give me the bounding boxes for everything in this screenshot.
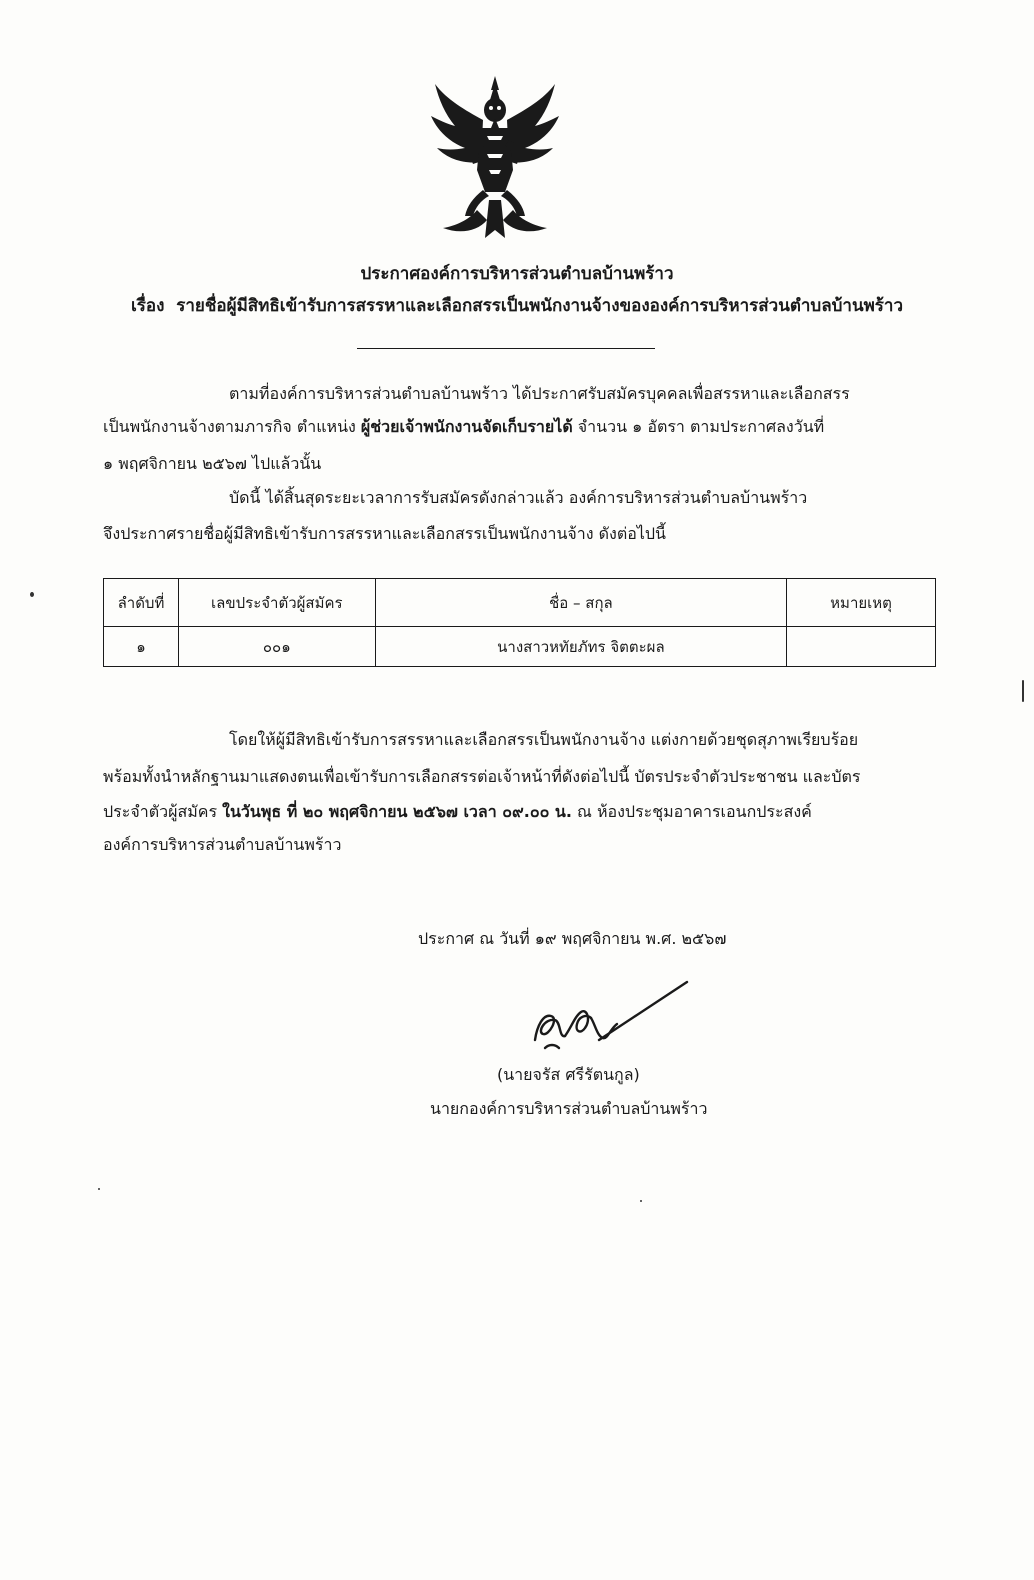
subject-text: รายชื่อผู้มีสิทธิเข้ารับการสรรหาและเลือกสรรเป็นพนักงานจ้างขององค์การบริหารส่วนตำบลบ้านพร้าว [176, 296, 904, 316]
table-row [104, 627, 936, 667]
instructions-line-3-start: ประจำตัวผู้สมัคร [103, 802, 223, 821]
scan-speck [98, 1188, 100, 1190]
intro-line-5: จึงประกาศรายชื่อผู้มีสิทธิเข้ารับการสรรหาและเลือกสรรเป็นพนักงานจ้าง ดังต่อไปนี้ [103, 524, 666, 543]
intro-line-1: ตามที่องค์การบริหารส่วนตำบลบ้านพร้าว ได้ประกาศรับสมัครบุคคลเพื่อสรรหาและเลือกสรร [229, 384, 850, 403]
candidates-table [103, 578, 936, 667]
job-position: ผู้ช่วยเจ้าพนักงานจัดเก็บรายได้ [360, 417, 573, 436]
announcement-date: ประกาศ ณ วันที่ ๑๙ พฤศจิกายน พ.ศ. ๒๕๖๗ [418, 929, 727, 948]
garuda-emblem-icon [425, 70, 565, 242]
announcement-subject [0, 292, 1034, 319]
instructions-line-1: โดยให้ผู้มีสิทธิเข้ารับการสรรหาและเลือกสรรเป็นพนักงานจ้าง แต่งกายด้วยชุดสุภาพเรียบร้อย [229, 730, 859, 749]
cell-remark [787, 627, 936, 667]
signatory-title: นายกองค์การบริหารส่วนตำบลบ้านพร้าว [430, 1099, 708, 1118]
intro-line-2-start: เป็นพนักงานจ้างตามภารกิจ ตำแหน่ง [103, 417, 361, 436]
subject-label: เรื่อง [130, 296, 165, 316]
column-header-applicant-id: เลขประจำตัวผู้สมัคร [178, 579, 375, 627]
signatory-name: (นายจรัส ศรีรัตนกูล) [497, 1065, 640, 1084]
exam-schedule: ในวันพุธ ที่ ๒๐ พฤศจิกายน ๒๕๖๗ เวลา ๐๙.๐๐ น. [222, 802, 572, 821]
column-header-order: ลำดับที่ [104, 579, 179, 627]
scan-speck [640, 1200, 642, 1202]
intro-line-3: ๑ พฤศจิกายน ๒๕๖๗ ไปแล้วนั้น [103, 454, 322, 473]
instructions-line-3 [103, 800, 812, 825]
table-header-row [104, 579, 936, 627]
intro-line-2-end: จำนวน ๑ อัตรา ตามประกาศลงวันที่ [572, 417, 825, 436]
cell-applicant-id: ๐๐๑ [178, 627, 375, 667]
intro-line-2 [103, 415, 824, 440]
cell-full-name: นางสาวหทัยภัทร จิตตะผล [375, 627, 786, 667]
signature-icon [525, 978, 695, 1062]
instructions-line-2: พร้อมทั้งนำหลักฐานมาแสดงตนเพื่อเข้ารับการเลือกสรรต่อเจ้าหน้าที่ดังต่อไปนี้ บัตรประจำตัวประชาชน และบัตร [103, 767, 861, 786]
announcement-title: ประกาศองค์การบริหารส่วนตำบลบ้านพร้าว [360, 264, 674, 284]
column-header-remark: หมายเหตุ [787, 579, 936, 627]
scan-speck [1022, 680, 1024, 702]
title-divider [357, 348, 655, 349]
instructions-line-3-end: ณ ห้องประชุมอาคารเอนกประสงค์ [571, 802, 812, 821]
column-header-full-name: ชื่อ – สกุล [375, 579, 786, 627]
intro-line-4: บัดนี้ ได้สิ้นสุดระยะเวลาการรับสมัครดังกล่าวแล้ว องค์การบริหารส่วนตำบลบ้านพร้าว [229, 488, 808, 507]
scan-speck [30, 592, 34, 597]
cell-order: ๑ [104, 627, 179, 667]
instructions-line-4: องค์การบริหารส่วนตำบลบ้านพร้าว [103, 835, 342, 854]
